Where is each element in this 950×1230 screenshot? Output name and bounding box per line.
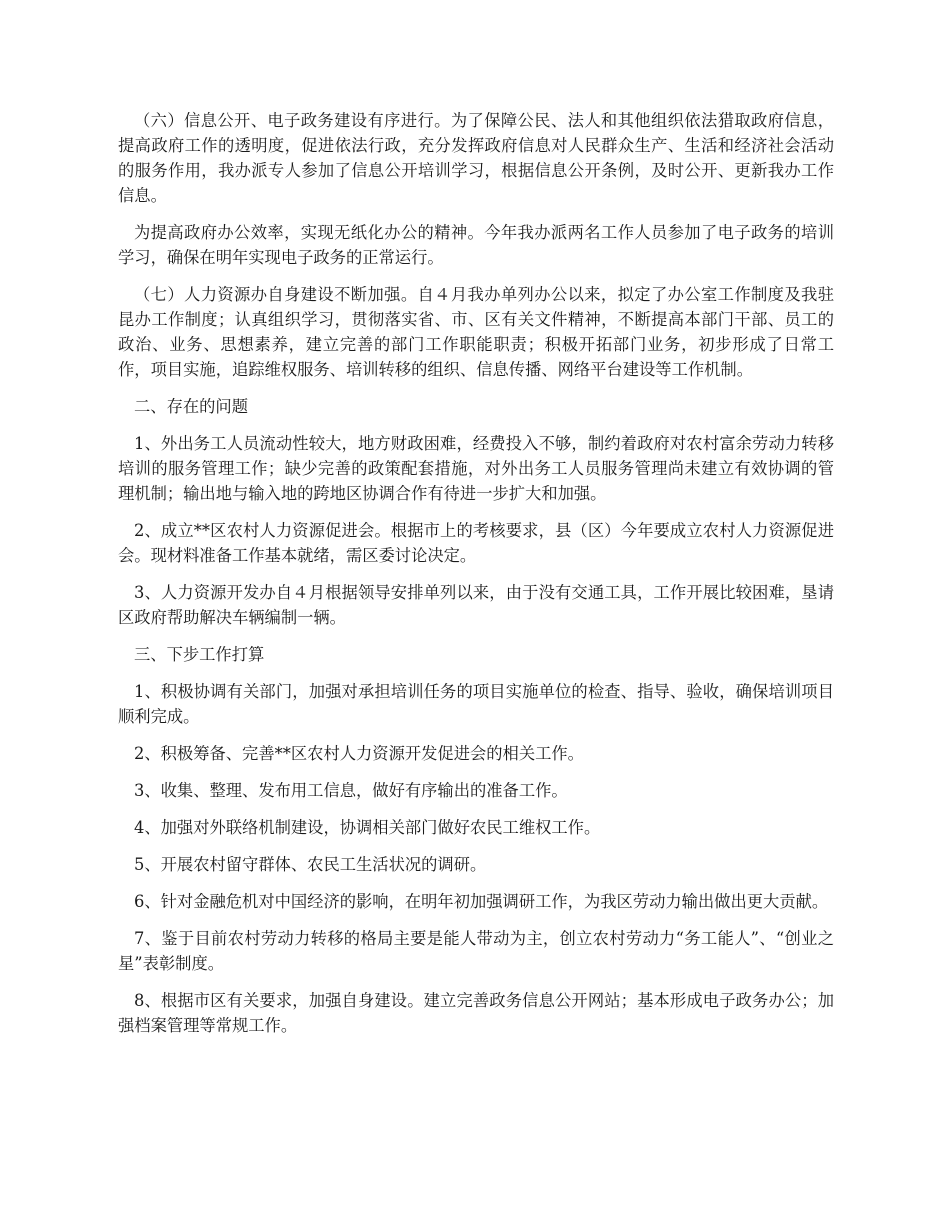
plan-item-5: 5、开展农村留守群体、农民工生活状况的调研。 [134,855,487,874]
paragraph-e-government: 为提高政府办公效率，实现无纸化办公的精神。今年我办派两名工作人员参加了电子政务的培训学习，确保在明年实现电子政务的正常运行。 [118,223,834,267]
plan-item-4: 4、加强对外联络机制建设，协调相关部门做好农民工维权工作。 [134,818,601,837]
plan-item-1: 1、积极协调有关部门，加强对承担培训任务的项目实施单位的检查、指导、验收，确保培训项目顺利完成。 [118,682,834,726]
heading-next-steps: 三、下步工作打算 [134,645,265,664]
plan-item-6: 6、针对金融危机对中国经济的影响，在明年初加强调研工作，为我区劳动力输出做出更大贡献。 [134,892,829,911]
document-body [118,108,834,1050]
plan-item-7: 7、鉴于目前农村劳动力转移的格局主要是能人带动为主，创立农村劳动力“务工能人”、“创业之星”表彰制度。 [118,929,834,973]
plan-item-8: 8、根据市区有关要求，加强自身建设。建立完善政务信息公开网站；基本形成电子政务办公；加强档案管理等常规工作。 [118,991,834,1035]
problem-item-1: 1、外出务工人员流动性较大，地方财政困难，经费投入不够，制约着政府对农村富余劳动力转移培训的服务管理工作；缺少完善的政策配套措施，对外出务工人员服务管理尚未建立有效协调的管理机制；输出地与输入地的跨地区协调合作有待进一步扩大和加强。 [118,434,834,503]
plan-item-3: 3、收集、整理、发布用工信息，做好有序输出的准备工作。 [134,781,568,800]
heading-existing-problems: 二、存在的问题 [134,397,248,416]
paragraph-section-seven: （七）人力资源办自身建设不断加强。自４月我办单列办公以来，拟定了办公室工作制度及我驻昆办工作制度；认真组织学习，贯彻落实省、市、区有关文件精神，不断提高本部门干部、员工的政治、业务、思想素养，建立完善的部门工作职能职责；积极开拓部门业务，初步形成了日常工作，项目实施，追踪维权服务、培训转移的组织、信息传播、网络平台建设等工作机制。 [118,285,834,379]
plan-item-2: 2、积极筹备、完善**区农村人力资源开发促进会的相关工作。 [134,744,584,763]
problem-item-2: 2、成立**区农村人力资源促进会。根据市上的考核要求，县（区）今年要成立农村人力资源促进会。现材料准备工作基本就绪，需区委讨论决定。 [118,521,834,565]
paragraph-section-six: （六）信息公开、电子政务建设有序进行。为了保障公民、法人和其他组织依法猎取政府信息，提高政府工作的透明度，促进依法行政，充分发挥政府信息对人民群众生产、生活和经济社会活动的服务作用，我办派专人参加了信息公开培训学习，根据信息公开条例，及时公开、更新我办工作信息。 [118,111,834,205]
problem-item-3: 3、人力资源开发办自４月根据领导安排单列以来，由于没有交通工具，工作开展比较困难，垦请区政府帮助解决车辆编制一辆。 [118,583,834,627]
